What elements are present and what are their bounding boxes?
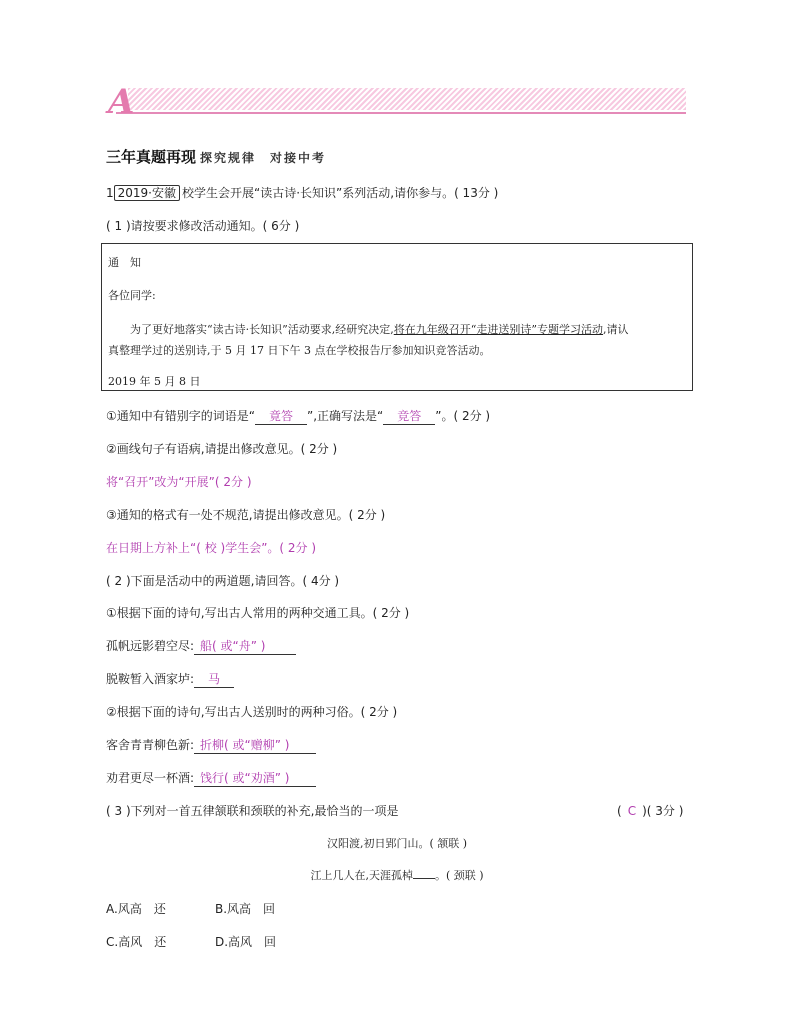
sub-question-2: ②画线句子有语病,请提出修改意见。( 2分 ) <box>106 442 338 456</box>
section-heading <box>106 146 326 167</box>
answer-blank: 马 <box>194 670 234 688</box>
notice-date: 2019 年 5 月 8 日 <box>108 375 201 388</box>
section-title: 三年真题再现 <box>106 148 197 166</box>
poem-line-4 <box>106 769 316 787</box>
notice-body-text: 为了更好地落实“读古诗·长知识”活动要求,经研究决定, <box>130 323 394 336</box>
source-tag: 2019·安徽 <box>114 185 180 201</box>
notice-title: 通 知 <box>108 256 141 269</box>
answer-paren: ( <box>617 804 622 818</box>
poem-blank <box>413 878 435 879</box>
notice-body-line1 <box>130 321 629 337</box>
answer-choice: C <box>627 804 637 818</box>
option-b: B.风高 回 <box>215 902 276 916</box>
answer-blank: 折柳( 或“赠柳” ) <box>194 736 316 754</box>
poem-text: 孤帆远影碧空尽: <box>106 639 195 653</box>
notice-box <box>101 243 693 391</box>
underlined-sentence: 将在九年级召开“走进送别诗”专题学习活动 <box>393 323 603 336</box>
sub-question-1 <box>106 407 490 425</box>
poem-text: 江上几人在,天涯孤棹 <box>310 869 413 882</box>
section-subtitle: 探究规律 对接中考 <box>200 151 327 165</box>
question-text: ①通知中有错别字的词语是“ <box>106 409 255 423</box>
answer-blank-wrong: 竟答 <box>255 407 307 425</box>
question-number: 1 <box>106 186 114 200</box>
poem-line-3 <box>106 736 316 754</box>
question-1 <box>106 184 498 201</box>
banner-underline <box>116 112 686 114</box>
part-2-sub-1: ①根据下面的诗句,写出古人常用的两种交通工具。( 2分 ) <box>106 606 410 620</box>
section-banner <box>108 82 686 122</box>
answer-blank-correct: 竞答 <box>383 407 435 425</box>
poem-couplet-1: 汉阳渡,初日郢门山。( 颔联 ) <box>326 837 468 850</box>
answer-blank: 船( 或“舟” ) <box>194 637 296 655</box>
answer-3: 在日期上方补上“( 校 )学生会”。( 2分 ) <box>106 541 317 555</box>
option-a: A.风高 还 <box>106 902 166 916</box>
option-d: D.高风 回 <box>215 935 277 949</box>
poem-text: 。( 颈联 ) <box>434 869 484 882</box>
question-text: ”,正确写法是“ <box>306 409 384 423</box>
part-1-prompt: ( 1 )请按要求修改活动通知。( 6分 ) <box>106 219 300 233</box>
part-3-prompt: ( 3 )下列对一首五律颔联和颈联的补充,最恰当的一项是 <box>106 804 399 818</box>
answer-score: )( 3分 ) <box>642 804 684 818</box>
answer-2: 将“召开”改为“开展”( 2分 ) <box>106 475 252 489</box>
notice-greeting: 各位同学: <box>108 289 156 302</box>
sub-question-3: ③通知的格式有一处不规范,请提出修改意见。( 2分 ) <box>106 508 386 522</box>
notice-body-text: ,请认 <box>603 323 629 336</box>
answer-blank: 饯行( 或“劝酒” ) <box>194 769 316 787</box>
part-2-prompt: ( 2 )下面是活动中的两道题,请回答。( 4分 ) <box>106 574 340 588</box>
poem-line-1 <box>106 637 296 655</box>
poem-text: 劝君更尽一杯酒: <box>106 771 195 785</box>
part-3-answer <box>617 802 683 819</box>
option-c: C.高风 还 <box>106 935 167 949</box>
poem-couplet-2 <box>0 867 794 883</box>
banner-stripes <box>128 88 686 110</box>
question-text: 校学生会开展“读古诗·长知识”系列活动,请你参与。( 13分 ) <box>182 186 499 200</box>
banner-letter: A <box>108 82 135 122</box>
notice-body-line2: 真整理学过的送别诗,于 5 月 17 日下午 3 点在学校报告厅参加知识竞答活动。 <box>108 344 491 357</box>
part-2-sub-2: ②根据下面的诗句,写出古人送别时的两种习俗。( 2分 ) <box>106 705 398 719</box>
poem-line-2 <box>106 670 234 688</box>
question-text: ”。( 2分 ) <box>435 409 491 423</box>
poem-text: 脱鞍暂入酒家垆: <box>106 672 195 686</box>
poem-text: 客舍青青柳色新: <box>106 738 195 752</box>
